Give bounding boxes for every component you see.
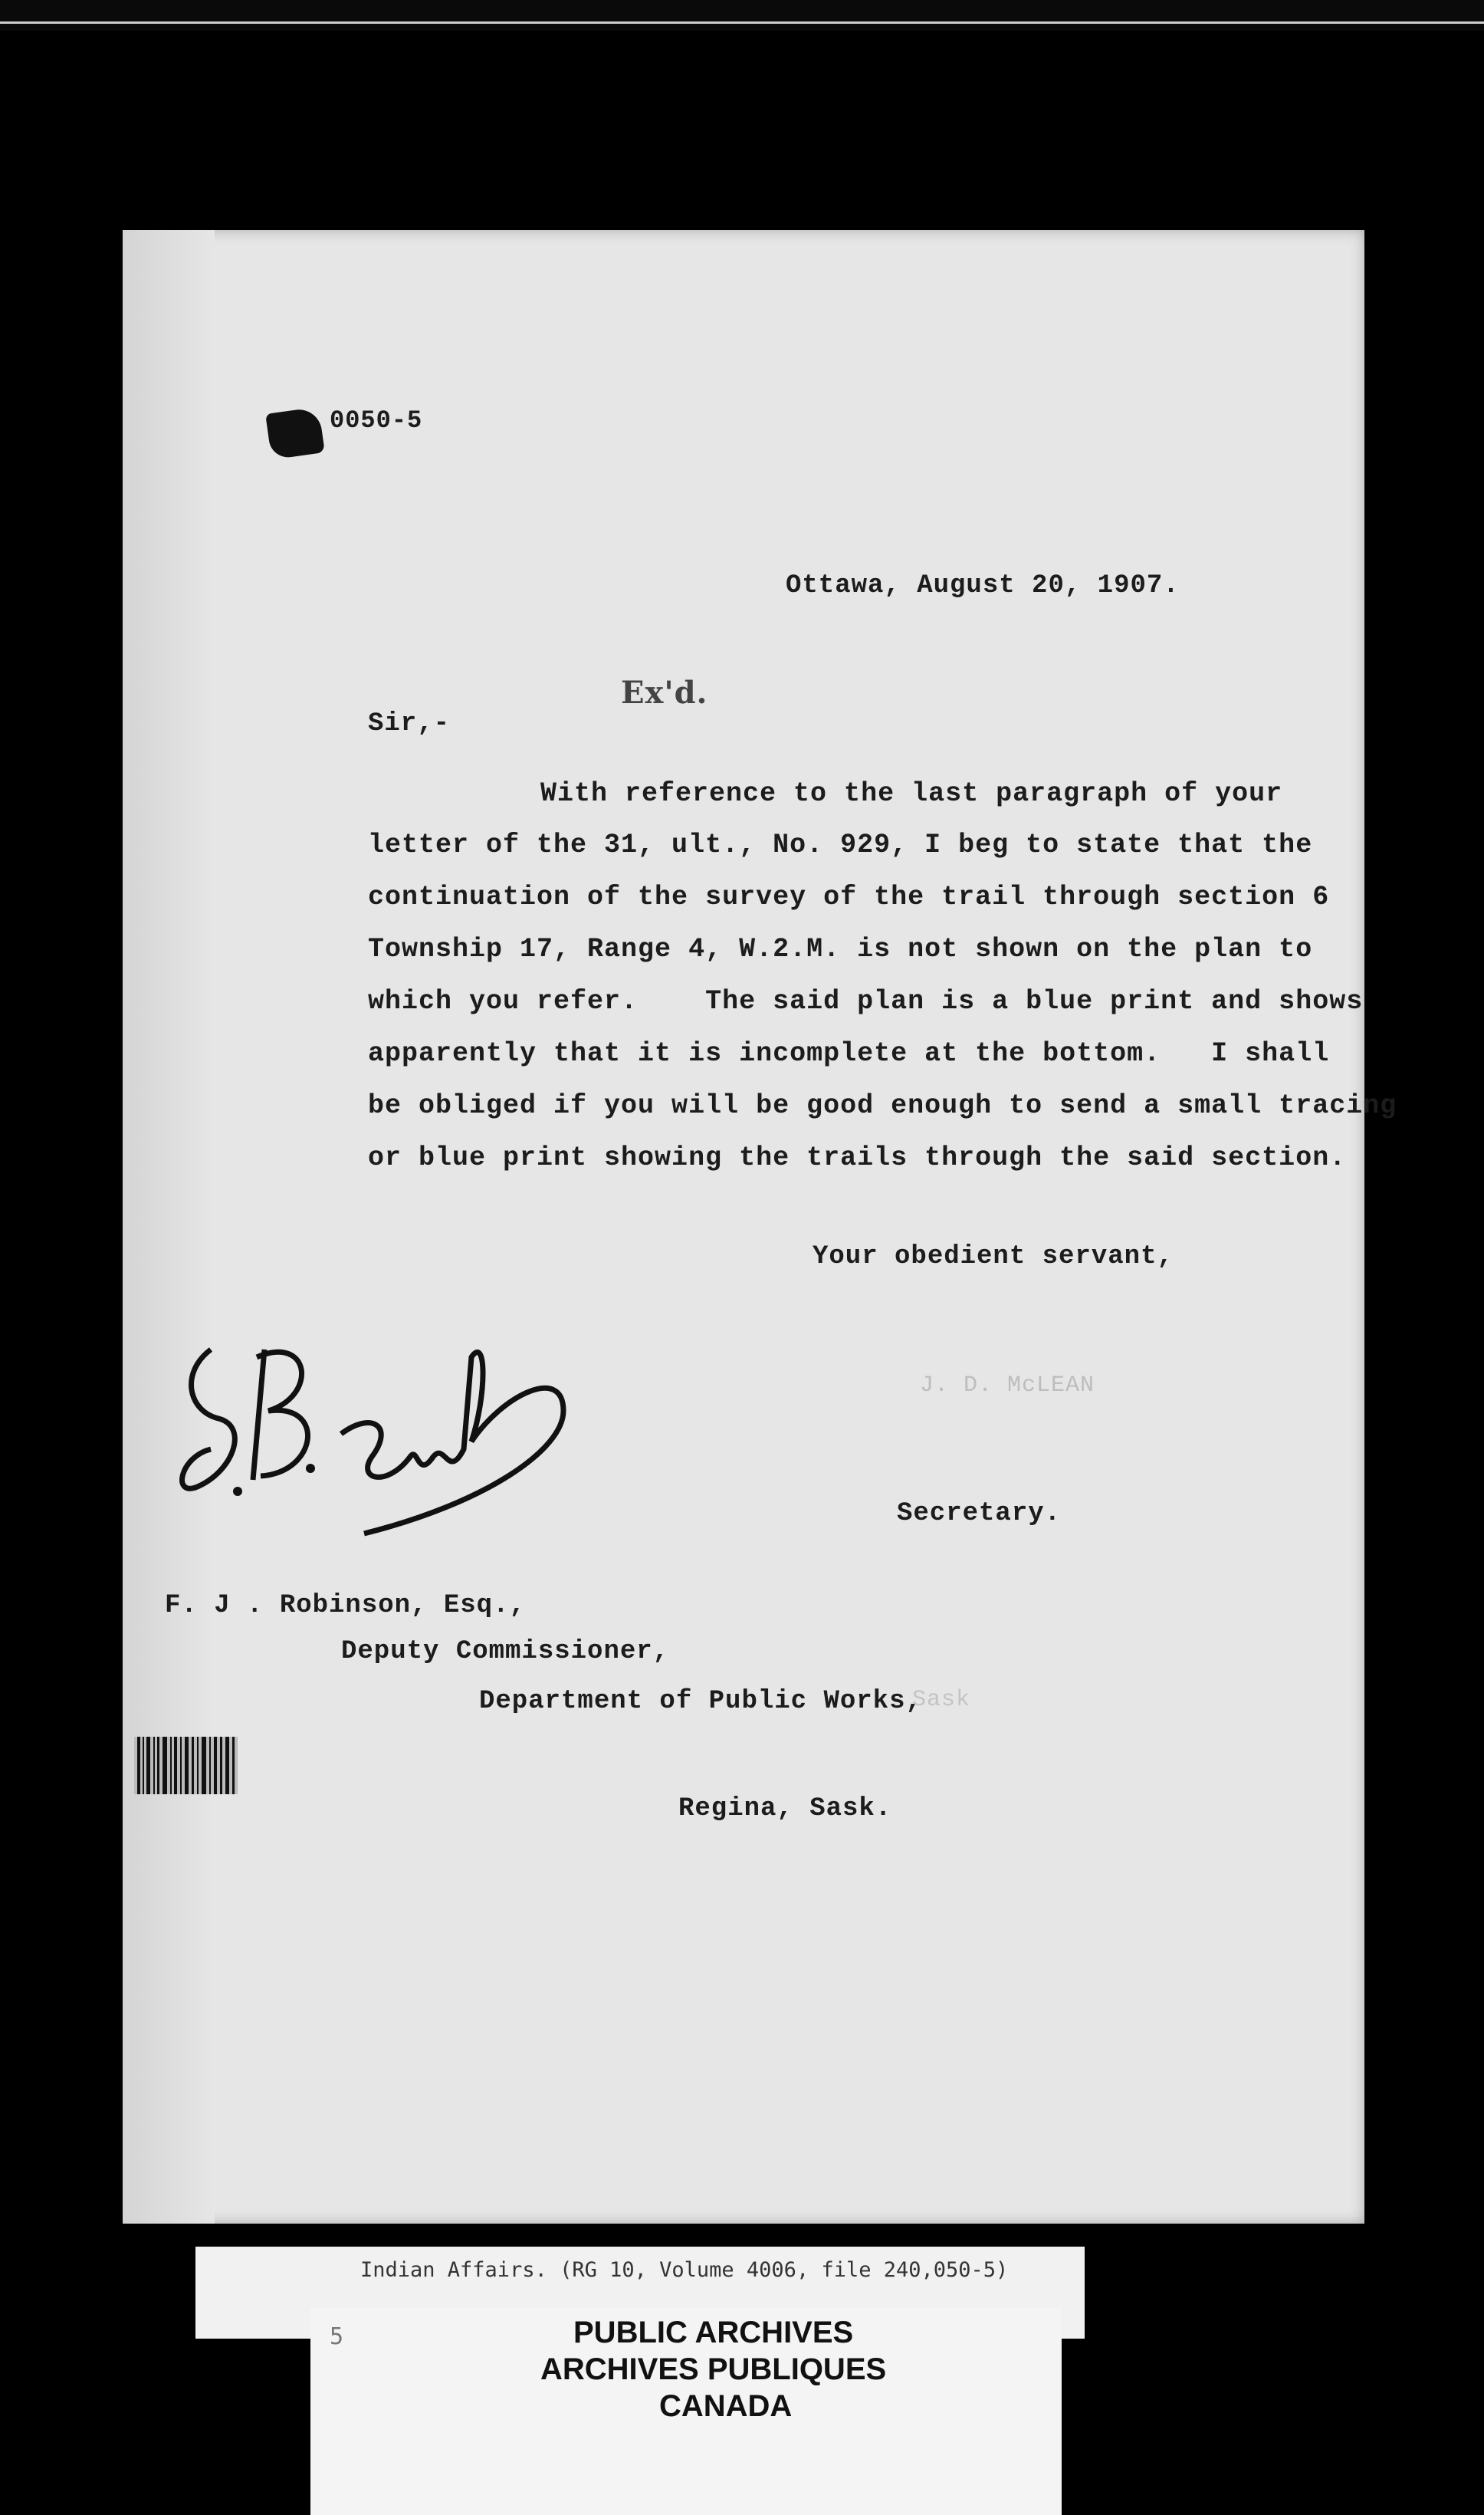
body-line: be obliged if you will be good enough to send a small tracing xyxy=(368,1090,1397,1121)
barcode-strip xyxy=(134,1737,238,1794)
faint-signature-name: J. D. McLEAN xyxy=(920,1373,1095,1399)
addressee-position: Deputy Commissioner, xyxy=(341,1637,670,1666)
paper-left-edge xyxy=(123,230,215,2224)
addressee-city: Regina, Sask. xyxy=(678,1794,892,1823)
closing: Your obedient servant, xyxy=(813,1242,1174,1271)
archive-line-1: PUBLIC ARCHIVES xyxy=(573,2316,854,2349)
date-line: Ottawa, August 20, 1907. xyxy=(786,571,1180,600)
letter-paper xyxy=(123,230,1364,2224)
body-line: With reference to the last paragraph of your xyxy=(540,778,1283,809)
body-line: letter of the 31, ult., No. 929, I beg to state that the xyxy=(368,830,1313,860)
body-line: or blue print showing the trails through the said section. xyxy=(368,1142,1347,1173)
citation-text: Indian Affairs. (RG 10, Volume 4006, file 240,050-5) xyxy=(360,2258,1009,2282)
body-line: which you refer. The said plan is a blue print and shows xyxy=(368,986,1364,1017)
body-line: apparently that it is incomplete at the bottom. I shall xyxy=(368,1038,1330,1069)
reference-number: 0050-5 xyxy=(330,406,423,435)
archive-line-2: ARCHIVES PUBLIQUES xyxy=(540,2352,887,2386)
signatory-title: Secretary. xyxy=(897,1499,1062,1528)
body-line: continuation of the survey of the trail through section 6 xyxy=(368,882,1330,912)
label-mark: 5 xyxy=(330,2323,344,2350)
addressee-name: F. J . Robinson, Esq., xyxy=(165,1591,526,1620)
examined-stamp: Ex'd. xyxy=(621,675,708,711)
addressee-department-faint: Sask xyxy=(912,1687,971,1713)
top-edge-line xyxy=(0,21,1484,24)
handwritten-initials xyxy=(165,1304,594,1564)
salutation: Sir,- xyxy=(368,709,451,738)
top-border xyxy=(0,0,1484,31)
addressee-department: Department of Public Works, xyxy=(479,1687,922,1716)
body-line: Township 17, Range 4, W.2.M. is not shown on the plan to xyxy=(368,934,1313,965)
archive-line-3: CANADA xyxy=(659,2389,793,2423)
